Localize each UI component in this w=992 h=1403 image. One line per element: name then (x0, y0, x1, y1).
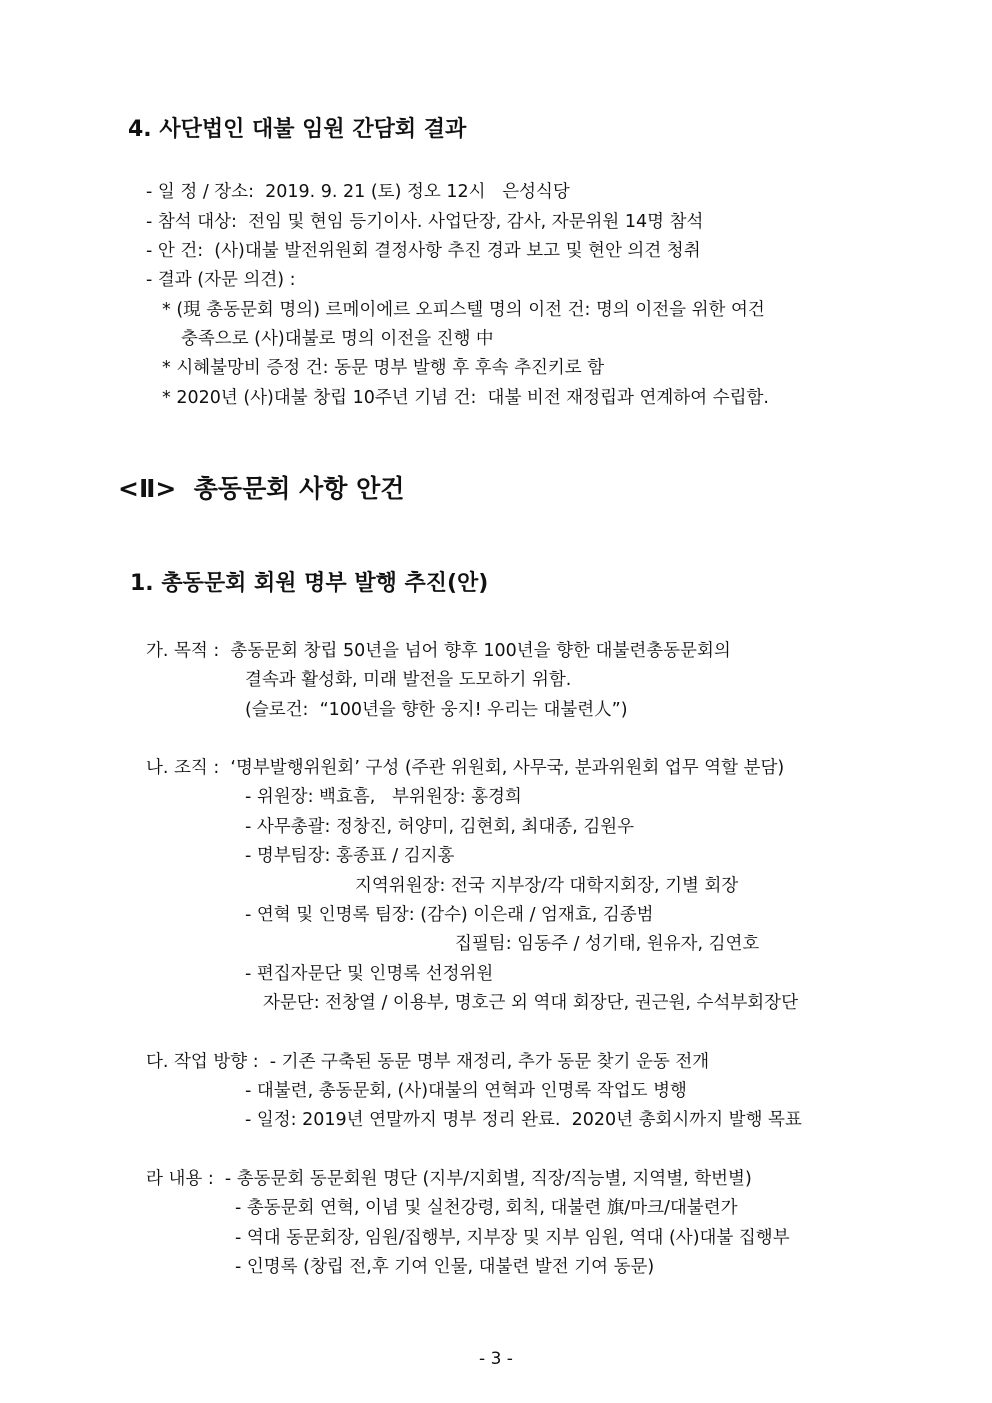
org-history-lead: - 연혁 및 인명록 팀장: (감수) 이은래 / 엄재효, 김종범 (245, 905, 654, 925)
direction-schedule: - 일정: 2019년 연말까지 명부 정리 완료. 2020년 총회시까지 발행 목표 (245, 1110, 802, 1130)
item-1-purpose: 가. 목적 : 총동문회 창립 50년을 넘어 향후 100년을 향한 대불련총동문회의 (146, 641, 731, 661)
direction-history: - 대불련, 총동문회, (사)대불의 연혁과 인명록 작업도 병행 (245, 1081, 687, 1101)
item-1-contents: 라 내용 : - 총동문회 동문회원 명단 (지부/지회별, 직장/직능별, 지역별, 학번별) (146, 1169, 752, 1189)
org-advisory-board: 자문단: 전창열 / 이용부, 명호근 외 역대 회장단, 권근원, 수석부회장단 (263, 993, 798, 1013)
contents-history: - 총동문회 연혁, 이념 및 실천강령, 회칙, 대불련 旗/마크/대불련가 (235, 1198, 738, 1218)
section-4-line-result: - 결과 (자문 의견) : (146, 270, 296, 290)
section-4-note-officetel: * (現 총동문회 명의) 르메이에르 오피스텔 명의 이전 건: 명의 이전을 위한 여건 (162, 300, 765, 320)
page-number: - 3 - (479, 1349, 513, 1369)
part-2-title: <Ⅱ> 총동문회 사항 안건 (118, 474, 405, 503)
item-1-purpose-cont: 결속과 활성화, 미래 발전을 도모하기 위함. (245, 670, 572, 690)
item-1-direction: 다. 작업 방향 : - 기존 구축된 동문 명부 재정리, 추가 동문 찾기 운동 전개 (146, 1052, 710, 1072)
org-regional-committee: 지역위원장: 전국 지부장/각 대학지회장, 기별 회장 (355, 876, 739, 896)
section-4-note-anniversary: * 2020년 (사)대불 창립 10주년 기념 건: 대불 비전 재정립과 연계하여 수립함. (162, 388, 769, 408)
org-secretariat: - 사무총괄: 정창진, 허양미, 김현회, 최대종, 김원우 (245, 817, 635, 837)
item-1-slogan: (슬로건: “100년을 향한 웅지! 우리는 대불련人”) (245, 700, 628, 720)
section-4-line-attendees: - 참석 대상: 전임 및 현임 등기이사. 사업단장, 감사, 자문위원 14명 참석 (146, 212, 704, 232)
section-4-note-officetel-cont: 충족으로 (사)대불로 명의 이전을 진행 中 (181, 329, 494, 349)
org-editorial-advisors: - 편집자문단 및 인명록 선정위원 (245, 964, 494, 984)
section-4-title: 4. 사단법인 대불 임원 간담회 결과 (128, 117, 467, 142)
org-writing-team: 집필팀: 임동주 / 성기태, 원유자, 김연호 (455, 934, 760, 954)
section-4-line-agenda: - 안 건: (사)대불 발전위원회 결정사항 추진 경과 보고 및 현안 의견 청취 (146, 241, 701, 261)
item-1-title: 1. 총동문회 회원 명부 발행 추진(안) (130, 571, 489, 596)
section-4-note-monument: * 시혜불망비 증정 건: 동문 명부 발행 후 후속 추진키로 함 (162, 358, 605, 378)
contents-biographies: - 인명록 (창립 전,후 기여 인물, 대불련 발전 기여 동문) (235, 1257, 655, 1277)
contents-officers: - 역대 동문회장, 임원/집행부, 지부장 및 지부 임원, 역대 (사)대불 집행부 (235, 1228, 790, 1248)
section-4-line-schedule: - 일 정 / 장소: 2019. 9. 21 (토) 정오 12시 은성식당 (146, 182, 570, 202)
org-chair: - 위원장: 백효흠, 부위원장: 홍경희 (245, 787, 522, 807)
item-1-organization: 나. 조직 : ‘명부발행위원회’ 구성 (주관 위원회, 사무국, 분과위원회 업무 역할 분담) (146, 758, 785, 778)
org-directory-lead: - 명부팀장: 홍종표 / 김지홍 (245, 846, 455, 866)
